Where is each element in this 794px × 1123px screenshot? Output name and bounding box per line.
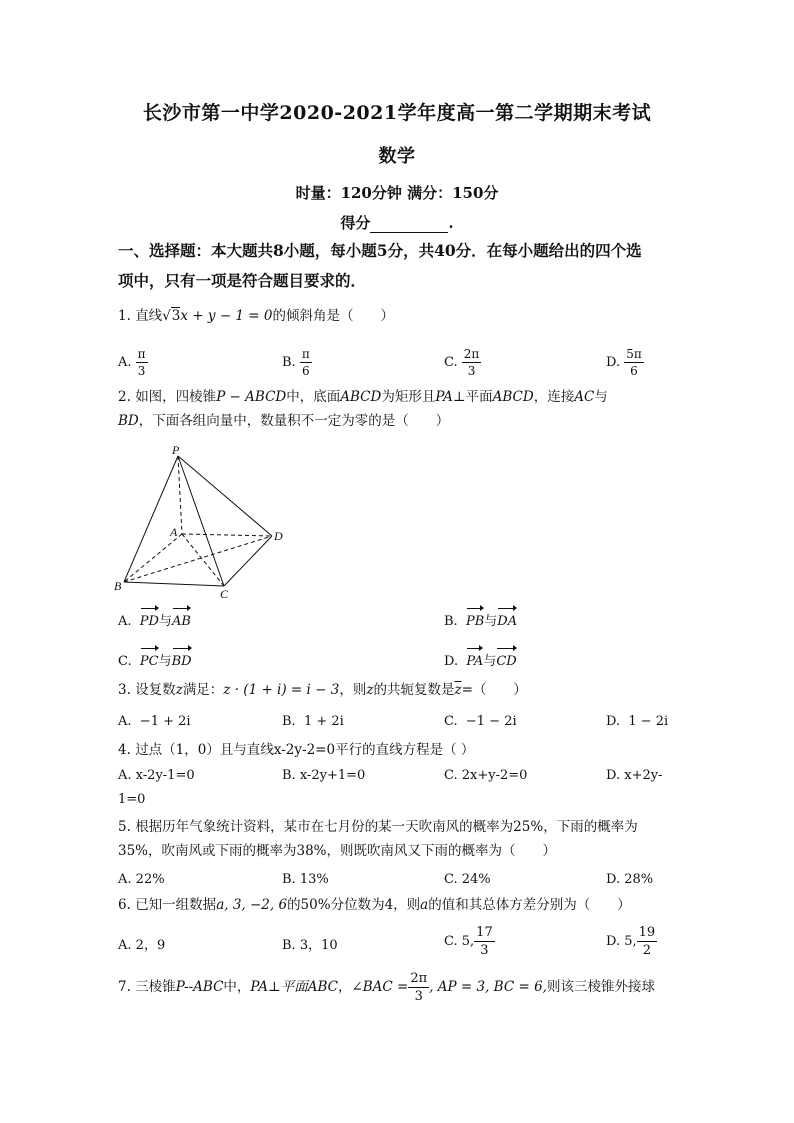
label-b: B: [114, 579, 122, 593]
option-d[interactable]: D. x+2y-: [606, 768, 663, 783]
pyramid-figure: [112, 442, 292, 604]
score-blank[interactable]: [370, 232, 448, 233]
label-d: D: [274, 529, 283, 543]
question-7: 7. 三棱锥P--ABC中，PA⊥平面ABC，∠BAC = $\frac{2\pi}{3}$ , AP = 3, BC = 6,则该三棱锥外接球: [118, 971, 655, 1004]
question-6-options: [118, 926, 678, 966]
subject-title: 数学: [378, 146, 416, 167]
option-a[interactable]: A. 2，9: [118, 938, 166, 953]
option-d[interactable]: D. $\frac{5\pi}{6}$: [606, 347, 642, 378]
option-d[interactable]: D. 1 − 2i: [606, 714, 669, 729]
option-b[interactable]: B. $\frac{\pi}{6}$: [282, 347, 310, 378]
option-c[interactable]: C. 2x+y-2=0: [444, 768, 528, 783]
question-6: 6. 已知一组数据a, 3, −2, 6的50%分位数为4，则a的值和其总体方差分别为（ ）: [118, 897, 631, 913]
section-heading: 一、选择题：本大题共8小题，每小题5分，共40分．在每小题给出的四个选 项中，只有一项是符合题目要求的．: [118, 241, 642, 290]
edge-ac: [182, 534, 224, 586]
option-b[interactable]: B. x-2y+1=0: [282, 768, 366, 783]
option-c[interactable]: C. PC与BD: [118, 646, 192, 674]
option-a[interactable]: A. −1 + 2i: [118, 714, 191, 729]
question-3: 3. 设复数z满足：z · (1 + i) = i − 3，则z的共轭复数是$\overline{z}=$（ ）: [118, 682, 527, 698]
edge-bc: [124, 582, 224, 586]
label-c: C: [220, 587, 229, 601]
option-b[interactable]: B. 1 + 2i: [282, 714, 344, 729]
option-a[interactable]: A. 22%: [118, 872, 165, 887]
option-c[interactable]: C. $\frac{2\pi}{3}$: [444, 347, 480, 378]
option-c[interactable]: C. 24%: [444, 872, 491, 887]
option-d[interactable]: D. PA与CD: [444, 646, 517, 674]
score-label: 得分: [340, 214, 371, 232]
time-info: 时量：120分钟 满分：150分: [295, 184, 499, 202]
option-c[interactable]: C. −1 − 2i: [444, 714, 517, 729]
question-1: 1. 直线√3x + y − 1 = 0的倾斜角是（ ）: [118, 308, 394, 324]
option-c[interactable]: C. 5, $\frac{17}{3}$: [444, 925, 493, 958]
label-a: A: [170, 525, 178, 539]
edge-ad: [182, 534, 272, 536]
question-1-options: [118, 342, 678, 378]
option-b[interactable]: B. 13%: [282, 872, 329, 887]
exam-title: 长沙市第一中学2020-2021学年度高一第二学期期末考试: [142, 102, 652, 124]
option-b[interactable]: B. PB与DA: [444, 606, 517, 634]
question-2: 2. 如图，四棱锥P − ABCD中，底面ABCD为矩形且PA⊥平面ABCD，连接AC与 BD，下面各组向量中，数量积不一定为零的是（ ）: [118, 389, 608, 429]
score-line: 得分 .: [340, 214, 454, 232]
option-a[interactable]: A. PD与AB: [118, 606, 191, 634]
option-d[interactable]: D. 5, $\frac{19}{2}$: [606, 925, 656, 958]
question-4: 4. 过点（1，0）且与直线x-2y-2=0平行的直线方程是（ ）: [118, 742, 475, 758]
option-a[interactable]: A. x-2y-1=0: [118, 768, 195, 783]
option-d[interactable]: D. 28%: [606, 872, 654, 887]
edge-pb: [124, 456, 178, 582]
option-b[interactable]: B. 3，10: [282, 938, 338, 953]
edge-ab: [124, 534, 182, 582]
edge-pa: [178, 456, 182, 534]
question-5: 5. 根据历年气象统计资料，某市在七月份的某一天吹南风的概率为25%，下雨的概率为 35%，吹南风或下雨的概率为38%，则既吹南风又下雨的概率为（ ）: [118, 819, 638, 859]
option-a[interactable]: A. $\frac{\pi}{3}$: [118, 347, 146, 378]
question-4-wrap: 1=0: [118, 792, 146, 807]
label-p: P: [172, 443, 180, 457]
